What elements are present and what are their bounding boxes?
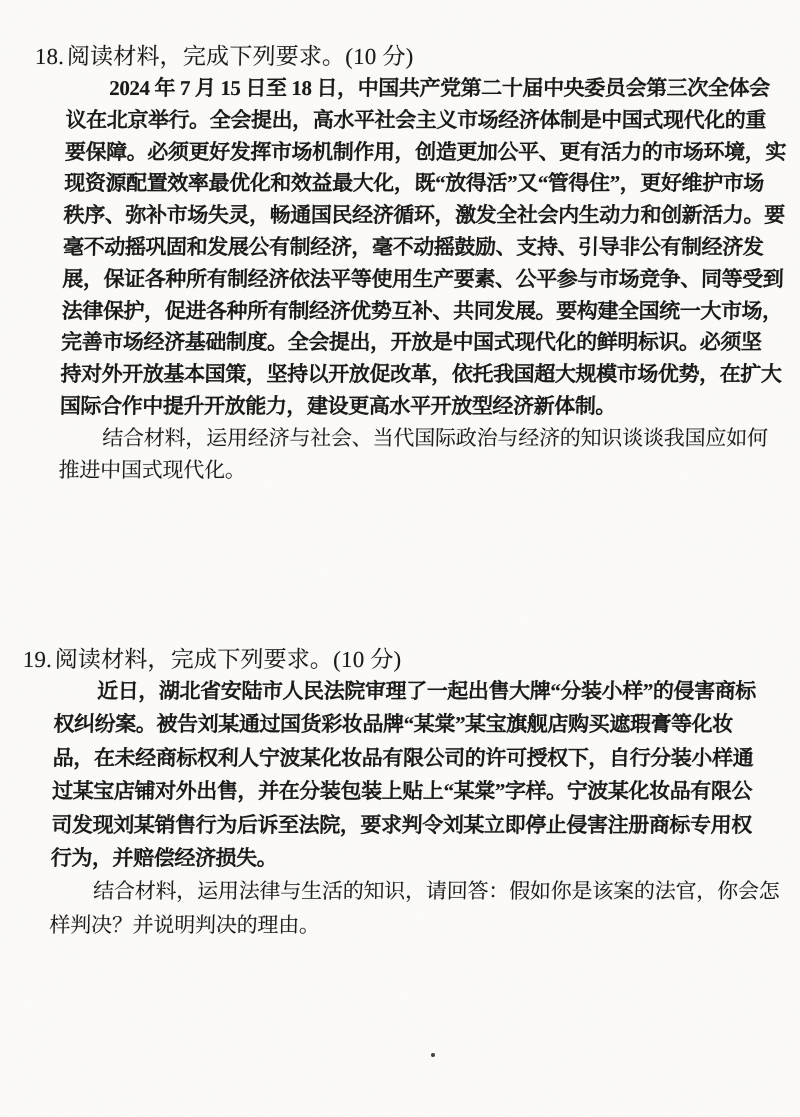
question-19-material xyxy=(50,675,770,875)
task-line: 样判决？并说明判决的理由。 xyxy=(49,912,321,937)
task-line: 结合材料，运用法律与生活的知识，请回答：假如你是该案的法官，你会怎 xyxy=(92,879,780,904)
material-line: 持对外开放基本国策，坚持以开放促改革，依托我国超大规模市场优势，在扩大 xyxy=(60,362,782,387)
scan-speck xyxy=(431,1053,435,1057)
question-19-header-text: 阅读材料，完成下列要求。(10 分) xyxy=(54,647,402,672)
material-line: 法律保护，促进各种所有制经济优势互补、共同发展。要构建全国统一大市场， xyxy=(61,298,784,323)
material-line: 国际合作中提升开放能力，建设更高水平开放型经济新体制。 xyxy=(59,393,617,418)
material-line: 品，在未经商标权利人宁波某化妆品有限公司的许可授权下，自行分装小样通 xyxy=(52,745,754,770)
material-line: 行为，并赔偿经济损失。 xyxy=(50,846,278,871)
material-line: 要保障。必须更好发挥市场机制作用，创造更加公平、更有活力的市场环境，实 xyxy=(64,139,787,164)
material-line: 司发现刘某销售行为后诉至法院，要求判令刘某立即停止侵害注册商标专用权 xyxy=(51,812,753,837)
task-line: 结合材料，运用经济与社会、当代国际政治与经济的知识谈谈我国应如何 xyxy=(101,425,769,450)
question-19-task xyxy=(49,875,780,942)
material-line: 2024 年 7 月 15 日至 18 日，中国共产党第二十届中央委员会第三次全体会 xyxy=(108,76,770,100)
question-19 xyxy=(17,645,780,942)
question-18-header-text: 阅读材料，完成下列要求。(10 分) xyxy=(66,44,414,69)
question-19-number: 19. xyxy=(22,647,53,672)
material-line: 现资源配置效率最优化和效益最大化，既“放得活”又“管得住”，更好维护市场 xyxy=(64,171,765,196)
material-line: 完善市场经济基础制度。全会提出，开放是中国式现代化的鲜明标识。必须坚 xyxy=(60,330,762,355)
task-line: 推进中国式现代化。 xyxy=(58,457,247,482)
material-line: 秩序、弥补市场失灵，畅通国民经济循环，激发全社会内生动力和创新活力。要 xyxy=(63,203,785,228)
material-line: 权纠纷案。被告刘某通过国货彩妆品牌“某棠”某宝旗舰店购买遮瑕膏等化妆 xyxy=(53,712,734,737)
material-line: 过某宝店铺对外出售，并在分装包装上贴上“某棠”字样。宁波某化妆品有限公 xyxy=(51,779,753,804)
question-18-material xyxy=(59,73,787,423)
question-18-header xyxy=(35,40,784,73)
material-line: 展，保证各种所有制经济依法平等使用生产要素、公平参与市场竞争、同等受到 xyxy=(62,266,784,291)
question-18-number: 18. xyxy=(34,44,65,69)
question-18 xyxy=(26,40,787,486)
question-18-task xyxy=(58,423,775,487)
material-line: 近日，湖北省安陆市人民法院审理了一起出售大牌“分装小样”的侵害商标 xyxy=(96,679,757,703)
material-line: 议在北京举行。全会提出，高水平社会主义市场经济体制是中国式现代化的重 xyxy=(65,107,767,132)
material-line: 毫不动摇巩固和发展公有制经济，毫不动摇鼓励、支持、引导非公有制经济发 xyxy=(62,234,764,259)
question-19-header xyxy=(22,645,771,675)
